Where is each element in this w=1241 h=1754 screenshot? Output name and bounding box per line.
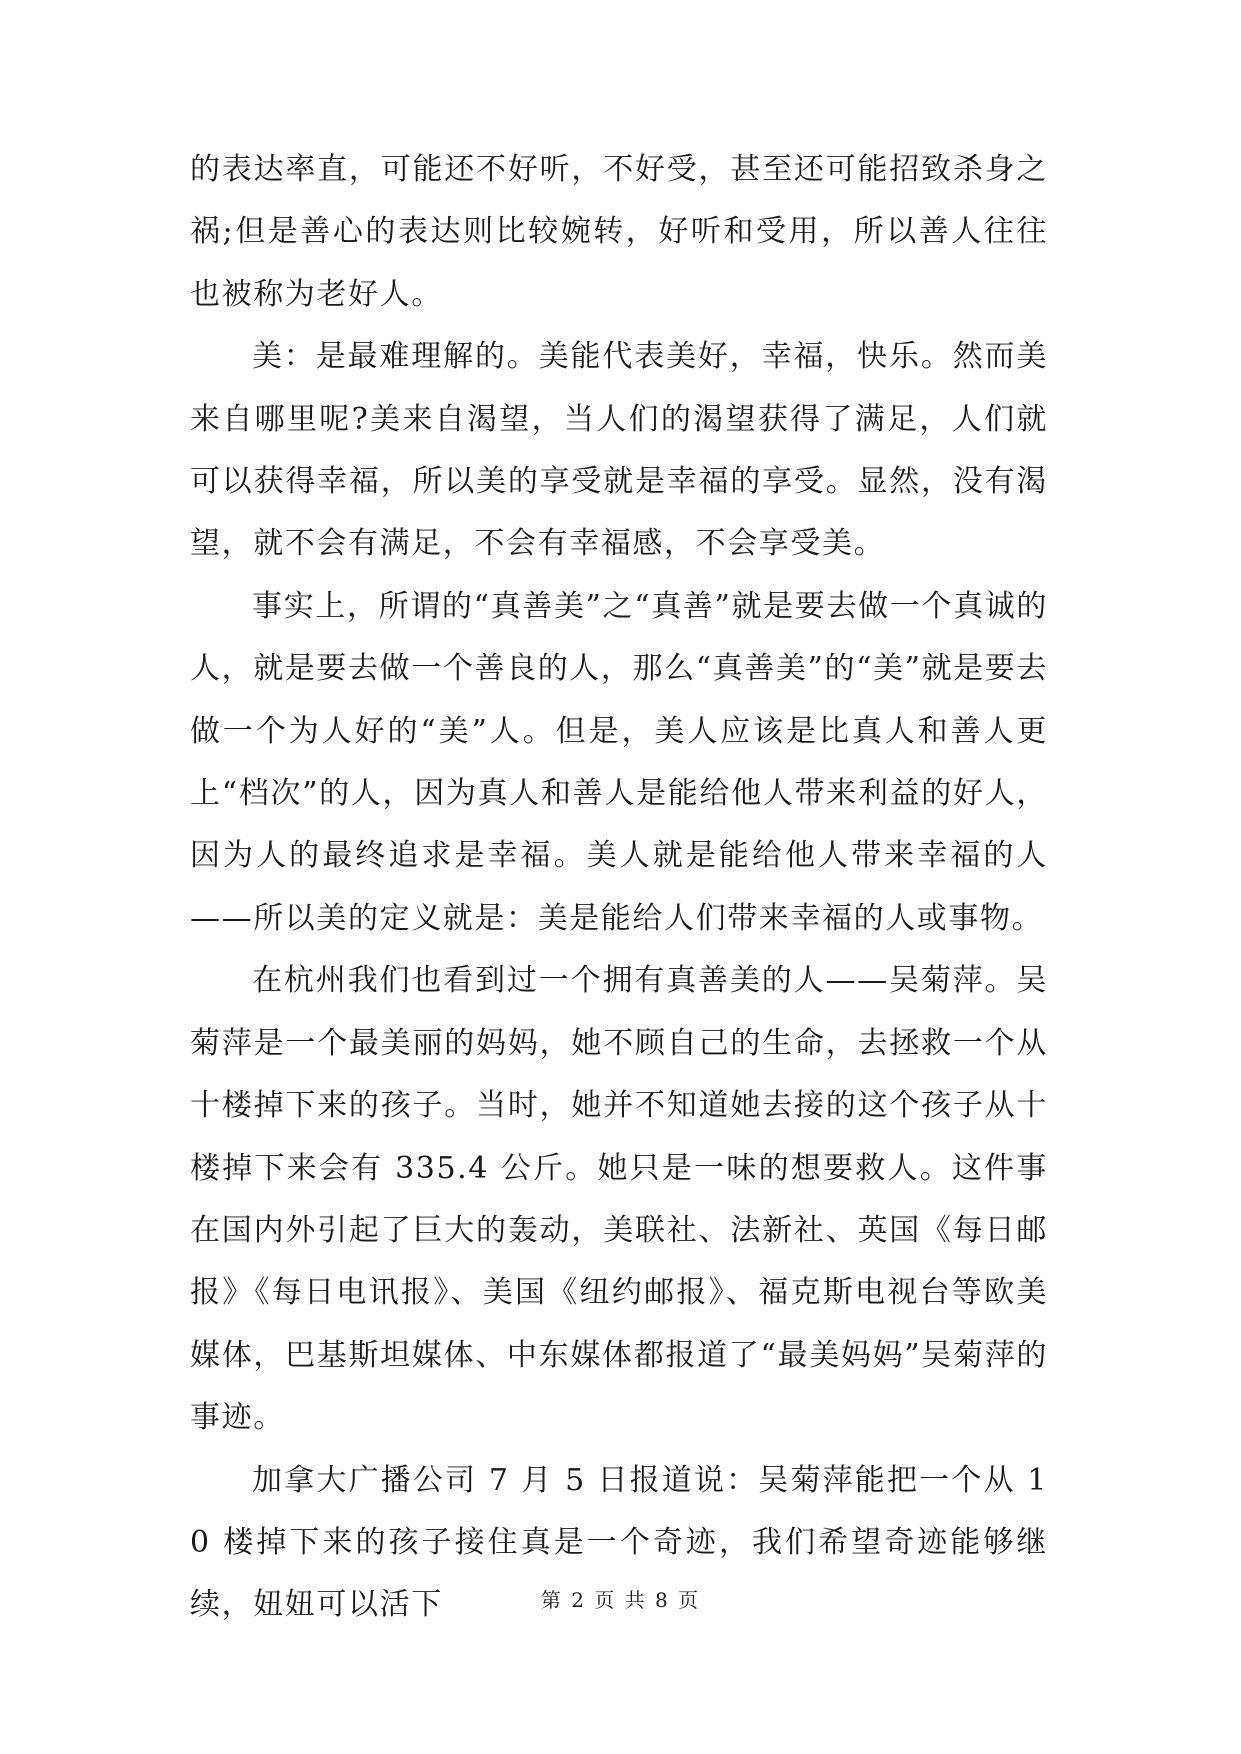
paragraph-3: 事实上，所谓的“真善美”之“真善”就是要去做一个真诚的人，就是要去做一个善良的人，那么“真善美”的“美”就是要去做一个为人好的“美”人。但是，美人应该是比真人和善人更上“档次”的人，因为真人和善人是能给他人带来利益的好人，因为人的最终追求是幸福。美人就是能给他人带来幸福的人——所以美的定义就是：美是能给人们带来幸福的人或事物。 [190,588,1048,936]
page-footer [0,1586,1241,1614]
page-number: 第 2 页 共 8 页 [540,1588,701,1612]
body-text [190,139,1048,1637]
paragraph-4: 在杭州我们也看到过一个拥有真善美的人——吴菊萍。吴菊萍是一个最美丽的妈妈，她不顾自己的生命，去拯救一个从十楼掉下来的孩子。当时，她并不知道她去接的这个孩子从十楼掉下来会有 335.4 公斤。她只是一味的想要救人。这件事在国内外引起了巨大的轰动，美联社、法新社、英国《每日邮报》《每日电讯报》、美国《纽约邮报》、福克斯电视台等欧美媒体，巴基斯坦媒体、中东媒体都报道了“最美妈妈”吴菊萍的事迹。 [190,963,1048,1436]
paragraph-2: 美：是最难理解的。美能代表美好，幸福，快乐。然而美来自哪里呢?美来自渴望，当人们的渴望获得了满足，人们就可以获得幸福，所以美的享受就是幸福的享受。显然，没有渴望，就不会有满足，不会有幸福感，不会享受美。 [190,339,1048,562]
paragraph-1: 的表达率直，可能还不好听，不好受，甚至还可能招致杀身之祸;但是善心的表达则比较婉转，好听和受用，所以善人往往也被称为老好人。 [190,152,1048,312]
paragraph-5: 加拿大广播公司 7 月 5 日报道说：吴菊萍能把一个从 10 楼掉下来的孩子接住真是一个奇迹，我们希望奇迹能够继续，妞妞可以活下 [190,1462,1048,1623]
